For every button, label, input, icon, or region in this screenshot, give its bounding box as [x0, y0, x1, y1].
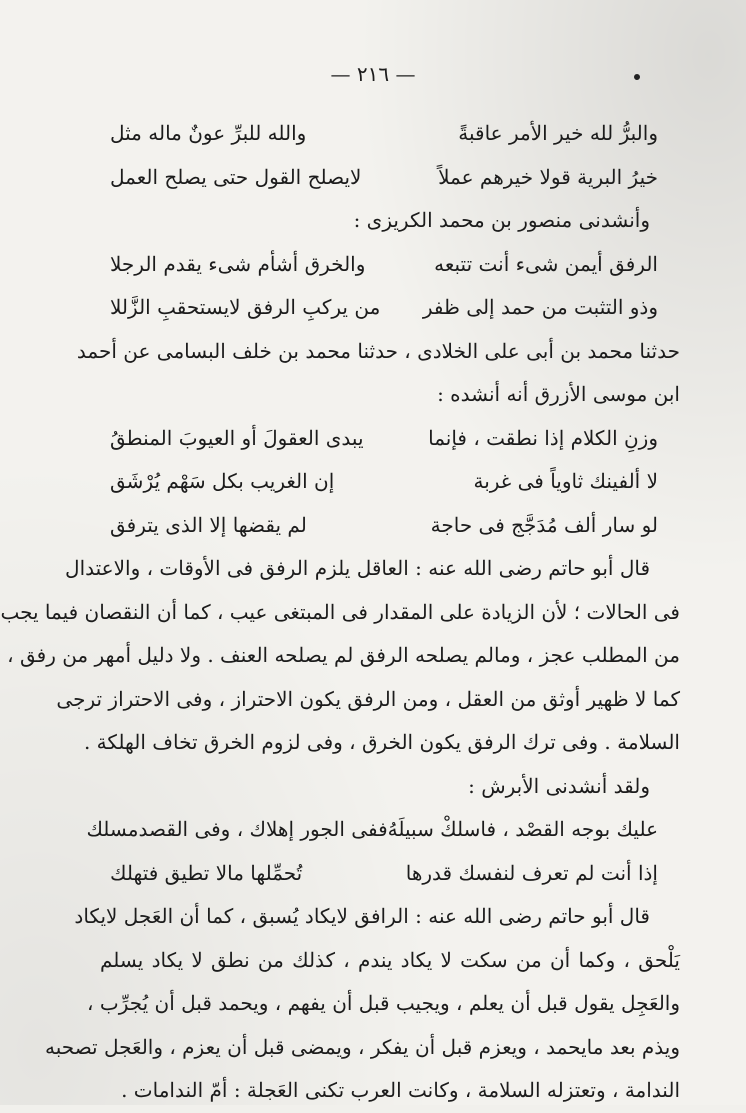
verse-second-hemistich: يبدى العقولَ أو العيوبَ المنطقُ — [110, 425, 364, 450]
prose-line: السلامة . وفى ترك الرفق يكون الخرق ، وفى لزوم الخرق تخاف الهلكة . — [83, 730, 680, 754]
verse-line — [100, 286, 680, 330]
prose-line: والعَجِل يقول قبل أن يعلم ، ويجيب قبل أن يفهم ، ويحمد قبل أن يُجرِّب ، — [87, 991, 680, 1015]
verse-line — [100, 504, 680, 548]
prose-line: فى الحالات ؛ لأن الزيادة على المقدار فى المبتغى عيب ، كما أن النقصان فيما يجب — [0, 599, 680, 624]
verse-line — [86, 808, 680, 852]
page-text — [0, 112, 680, 1113]
verse-first-hemistich: لو سار ألف مُدَجَّج فى حاجة — [430, 512, 658, 537]
verse-line — [100, 852, 680, 896]
verse-line — [100, 460, 680, 504]
verse-first-hemistich: والبرُّ لله خير الأمر عاقبةً — [458, 121, 658, 145]
verse-line — [100, 417, 680, 461]
verse-second-hemistich: والله للبرِّ عونٌ ماله مثل — [110, 121, 307, 145]
ink-dot — [634, 74, 640, 80]
verse-second-hemistich: لم يقضها إلا الذى يترفق — [110, 512, 307, 537]
prose-line: الندامة ، وتعتزله السلامة ، وكانت العرب تكنى العَجلة : أمّ الندامات . — [121, 1078, 680, 1102]
verse-line — [100, 156, 680, 200]
verse-first-hemistich: خيرُ البرية قولا خيرهم عملاً — [438, 164, 658, 189]
verse-first-hemistich: وذو التثبت من حمد إلى ظفر — [422, 295, 658, 319]
verse-second-hemistich: تُحمِّلها مالا تطيق فتهلك — [110, 860, 303, 885]
prose-line: يَلْحق ، وكما أن من سكت لا يكاد يندم ، كذلك من نطق لا يكاد يسلم — [100, 947, 680, 972]
prose-line: ابن موسى الأزرق أنه أنشده : — [437, 382, 680, 406]
verse-first-hemistich: لا ألفينك ثاوياً فى غربة — [473, 469, 658, 493]
verse-line — [100, 112, 680, 156]
verse-second-hemistich: من يركبِ الرفق لايستحقبِ الزَّللا — [110, 295, 381, 319]
page-number: — ٢١٦ — — [330, 62, 416, 86]
verse-second-hemistich: إن الغريب بكل سَهْم يُرْشَق — [110, 469, 335, 493]
prose-line: من المطلب عجز ، ومالم يصلحه الرفق لم يصلحه العنف . ولا دليل أمهر من رفق ، — [7, 643, 680, 667]
verse-second-hemistich: لايصلح القول حتى يصلح العمل — [110, 164, 362, 189]
verse-second-hemistich: والخرق أشأم شىء يقدم الرجلا — [110, 251, 366, 276]
verse-first-hemistich: وزنِ الكلام إذا نطقت ، فإنما — [428, 425, 658, 450]
verse-second-hemistich: ففى الجور إهلاك ، وفى القصدمسلك — [86, 817, 388, 841]
prose-line: حدثنا محمد بن أبى على الخلادى ، حدثنا محمد بن خلف البسامى عن أحمد — [76, 338, 680, 363]
verse-first-hemistich: الرفق أيمن شىء أنت تتبعه — [434, 251, 658, 276]
prose-line: كما لا ظهير أوثق من العقل ، ومن الرفق يكون الاحتراز ، وفى الاحتراز ترجى — [56, 686, 680, 711]
prose-line: قال أبو حاتم رضى الله عنه : الرافق لايكاد يُسبق ، كما أن العَجل لايكاد — [74, 904, 650, 928]
prose-line: ويذم بعد مايحمد ، ويعزم قبل أن يفكر ، ويمضى قبل أن يعزم ، والعَجل تصحبه — [45, 1034, 680, 1059]
verse-line — [100, 243, 680, 287]
prose-line: وأنشدنى منصور بن محمد الكريزى : — [353, 208, 650, 232]
prose-line: قال أبو حاتم رضى الله عنه : العاقل يلزم الرفق فى الأوقات ، والاعتدال — [65, 556, 650, 580]
prose-line: ولقد أنشدنى الأبرش : — [468, 773, 650, 798]
verse-first-hemistich: إذا أنت لم تعرف لنفسك قدرها — [405, 860, 658, 885]
verse-first-hemistich: عليك بوجه القصْد ، فاسلكْ سبيلَهُ — [387, 817, 658, 841]
